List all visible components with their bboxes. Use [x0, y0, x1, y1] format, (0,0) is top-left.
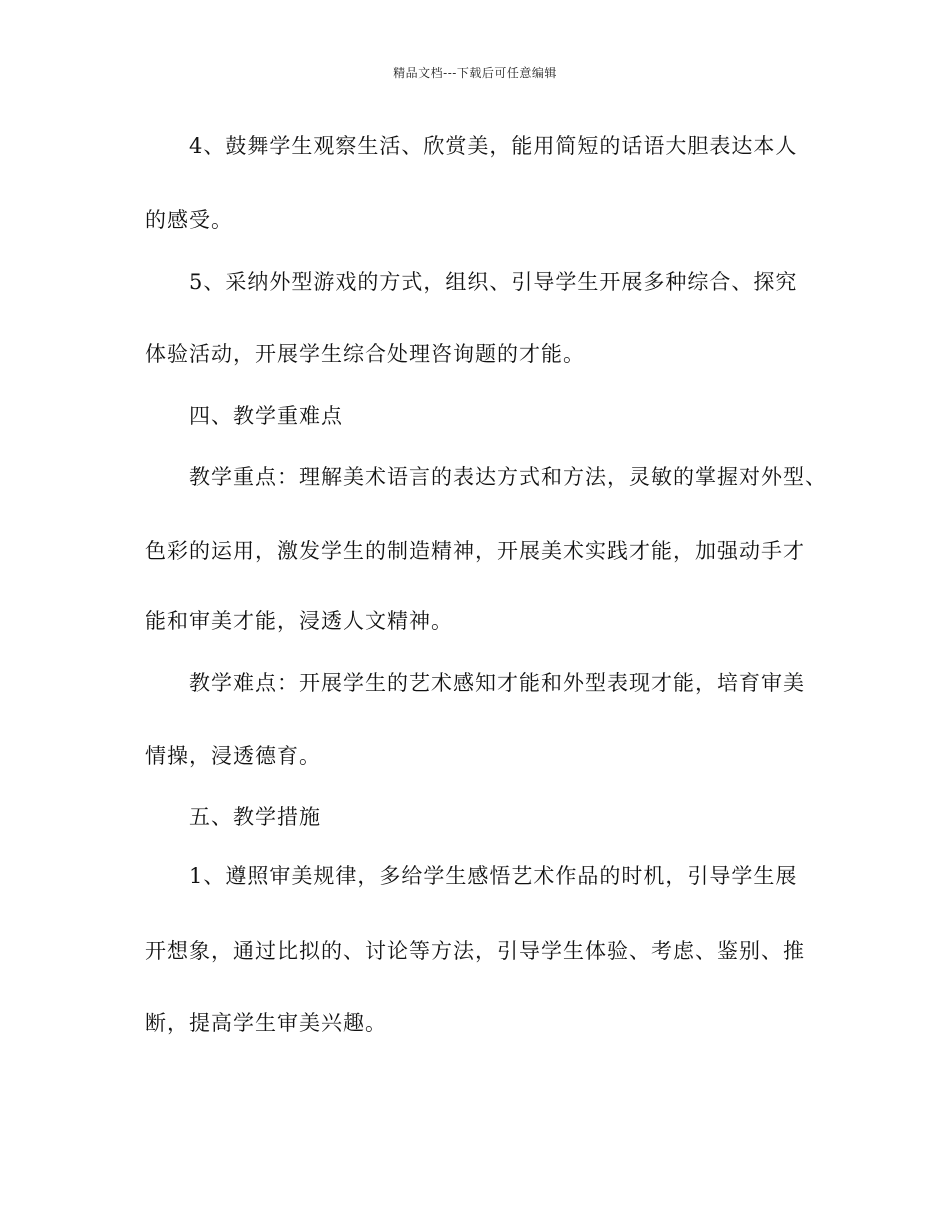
paragraph-line: 5、采纳外型游戏的方式，组织、引导学生开展多种综合、探究 — [189, 270, 798, 294]
paragraph-line: 的感受。 — [145, 208, 233, 232]
paragraph-line: 情操，浸透德育。 — [145, 744, 321, 768]
paragraph-line: 开想象，通过比拟的、讨论等方法，引导学生体验、考虑、鉴别、推 — [145, 939, 805, 963]
section-heading: 四、教学重难点 — [189, 404, 343, 428]
section-heading: 五、教学措施 — [189, 805, 321, 829]
paragraph-line: 4、鼓舞学生观察生活、欣赏美，能用简短的话语大胆表达本人 — [189, 134, 798, 158]
paragraph-line: 能和审美才能，浸透人文精神。 — [145, 609, 453, 633]
paragraph-line: 教学难点：开展学生的艺术感知才能和外型表现才能，培育审美 — [189, 671, 805, 695]
paragraph-line: 1、遵照审美规律，多给学生感悟艺术作品的时机，引导学生展 — [189, 864, 798, 888]
paragraph-line: 色彩的运用，激发学生的制造精神，开展美术实践才能，加强动手才 — [145, 539, 805, 563]
paragraph-line: 断，提高学生审美兴趣。 — [145, 1011, 387, 1035]
paragraph-line: 体验活动，开展学生综合处理咨询题的才能。 — [145, 342, 585, 366]
paragraph-line: 教学重点：理解美术语言的表达方式和方法，灵敏的掌握对外型、 — [189, 465, 827, 489]
page-header: 精品文档---下载后可任意编辑 — [393, 66, 557, 80]
